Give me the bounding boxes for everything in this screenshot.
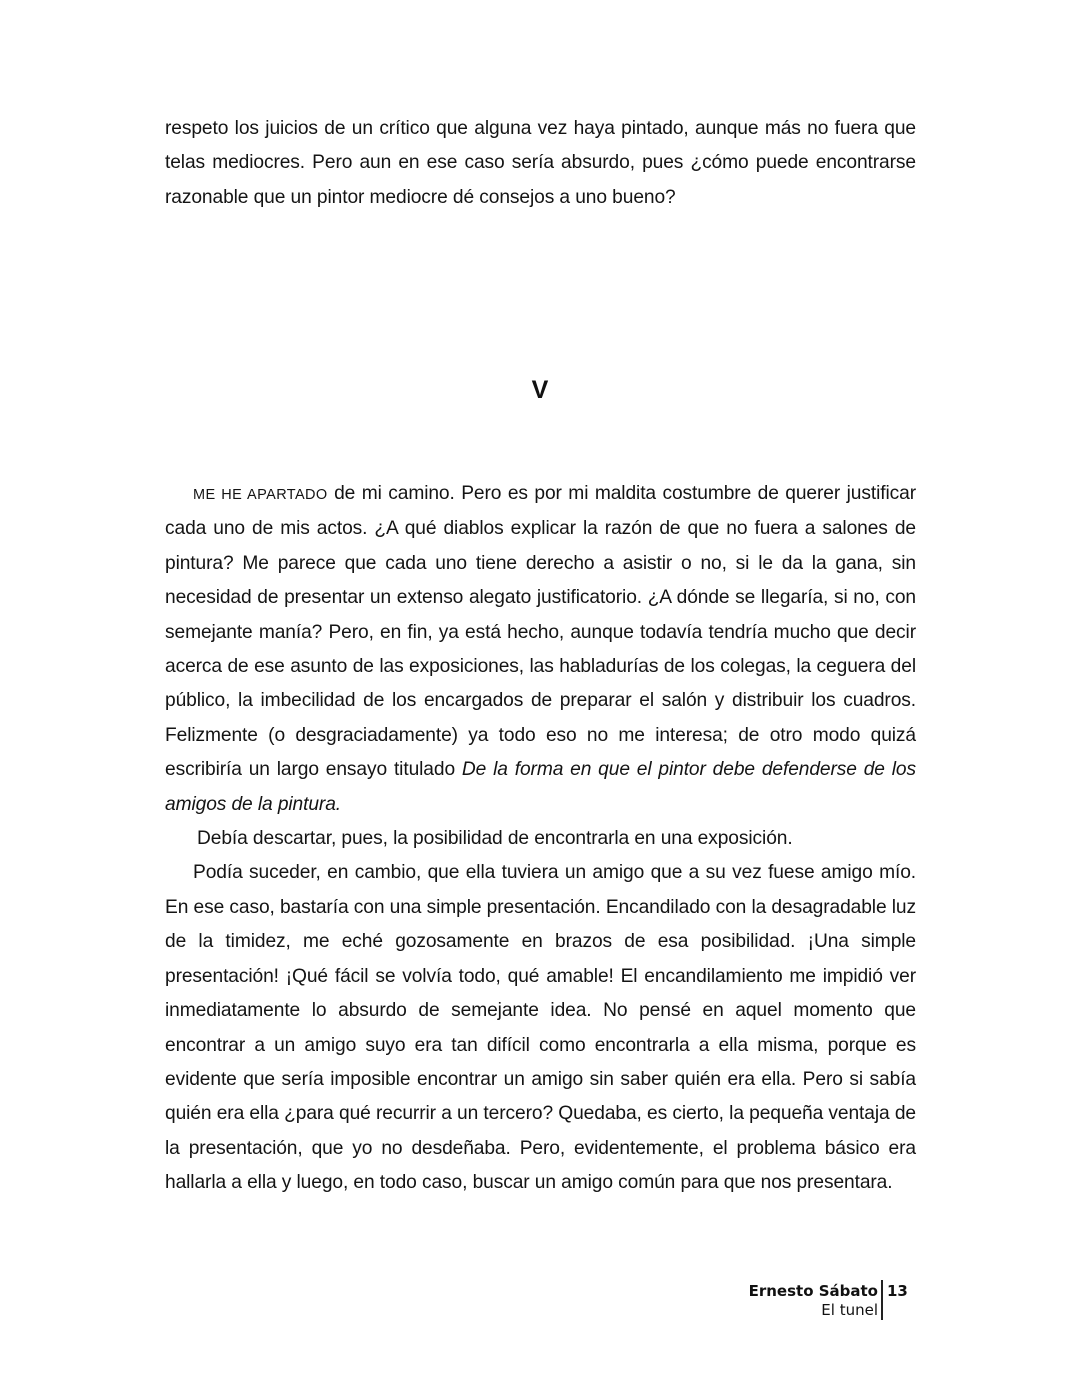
smallcaps-lead: ME HE APARTADO [193, 487, 328, 503]
paragraph: respeto los juicios de un crítico que alguna vez haya pintado, aunque más no fuera que telas mediocres. Pero aun en ese caso sería absurdo, pues ¿cómo puede encontrarse razonable que un pintor mediocre dé consejos a uno bueno? [165, 118, 916, 208]
author-name: Ernesto Sábato [748, 1282, 878, 1300]
book-title: El tunel [821, 1301, 878, 1319]
footer-divider [881, 1280, 883, 1320]
paragraph-text: de mi camino. Pero es por mi maldita costumbre de querer justificar cada uno de mis actos. ¿A qué diablos explicar la razón de que no fuera a salones de pintura? Me parece que cada uno tiene derecho a asistir o no, si le da la gana, sin necesidad de presentar un extenso alegato justificatorio. ¿A dónde se llegaría, si no, con semejante manía? Pero, en fin, ya está hecho, aunque todavía tendría mucho que decir acerca de ese asunto de las exposiciones, las habladurías de los colegas, la ceguera del público, la imbecilidad de los encargados de preparar el salón y distribuir los cuadros. Felizmente (o desgraciadamente) ya todo eso no me interesa; de otro modo quizá escribiría un largo ensayo titulado [165, 483, 916, 781]
italic-essay-title: De la forma en que el pintor debe defenderse de los amigos de la pintura. [165, 759, 916, 815]
paragraph: Podía suceder, en cambio, que ella tuviera un amigo que a su vez fuese amigo mío. En ese caso, bastaría con una simple presentación. Encandilado con la desagradable luz de la timidez, me eché gozosamente en brazos de esa posibilidad. ¡Una simple presentación! ¡Qué fácil se volvía todo, qué amable! El encandilamiento me impidió ver inmediatamente lo absurdo de semejante idea. No pensé en aquel momento que encontrar a un amigo suyo era tan difícil como encontrarla a ella misma, porque es evidente que sería imposible encontrar un amigo sin saber quién era ella. Pero si sabía quién era ella ¿para qué recurrir a un tercero? Quedaba, es cierto, la pequeña ventaja de la presentación, que yo no desdeñaba. Pero, evidentemente, el problema básico era hallarla a ella y luego, en todo caso, buscar un amigo común para que nos presentara. [165, 862, 916, 1194]
footer-names [749, 1282, 878, 1320]
chapter-body [165, 477, 916, 1201]
paragraph [165, 477, 916, 822]
paragraph: Debía descartar, pues, la posibilidad de encontrarla en una exposición. [197, 828, 793, 850]
chapter-heading: V [531, 376, 549, 404]
previous-paragraph [165, 112, 916, 215]
page-footer [740, 1280, 920, 1320]
page-number: 13 [887, 1282, 908, 1300]
